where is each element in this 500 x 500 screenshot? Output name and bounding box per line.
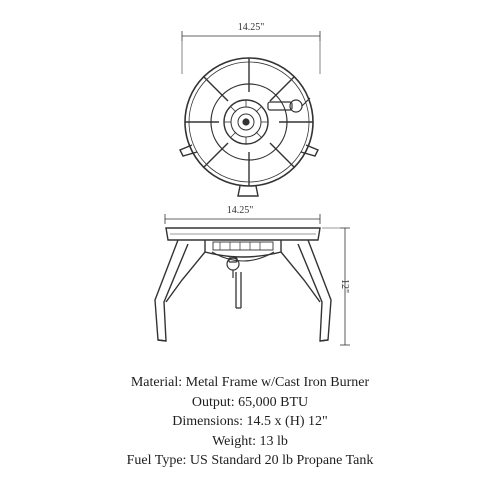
spec-weight: Weight: 13 lb [212,433,288,449]
side-view [155,214,350,345]
spec-output: Output: 65,000 BTU [191,394,309,410]
spec-dimensions: Dimensions: 14.5 x (H) 12" [172,414,328,430]
side-view-right-leg [281,240,331,341]
side-view-valve [227,258,239,278]
top-view-valve [268,98,310,112]
side-view-width-label: 14.25" [226,205,254,216]
spec-fuel-type: Fuel Type: US Standard 20 lb Propane Tank [126,453,374,469]
top-view [180,31,320,196]
spec-list [0,373,500,471]
side-view-center-leg [236,272,241,308]
top-view-width-label: 14.25" [237,22,265,33]
side-view-height-label: 12" [339,278,350,294]
top-view-burner-center [243,119,249,125]
spec-material: Material: Metal Frame w/Cast Iron Burner [130,375,370,390]
side-view-burner [205,240,281,261]
side-view-left-leg [155,240,205,341]
